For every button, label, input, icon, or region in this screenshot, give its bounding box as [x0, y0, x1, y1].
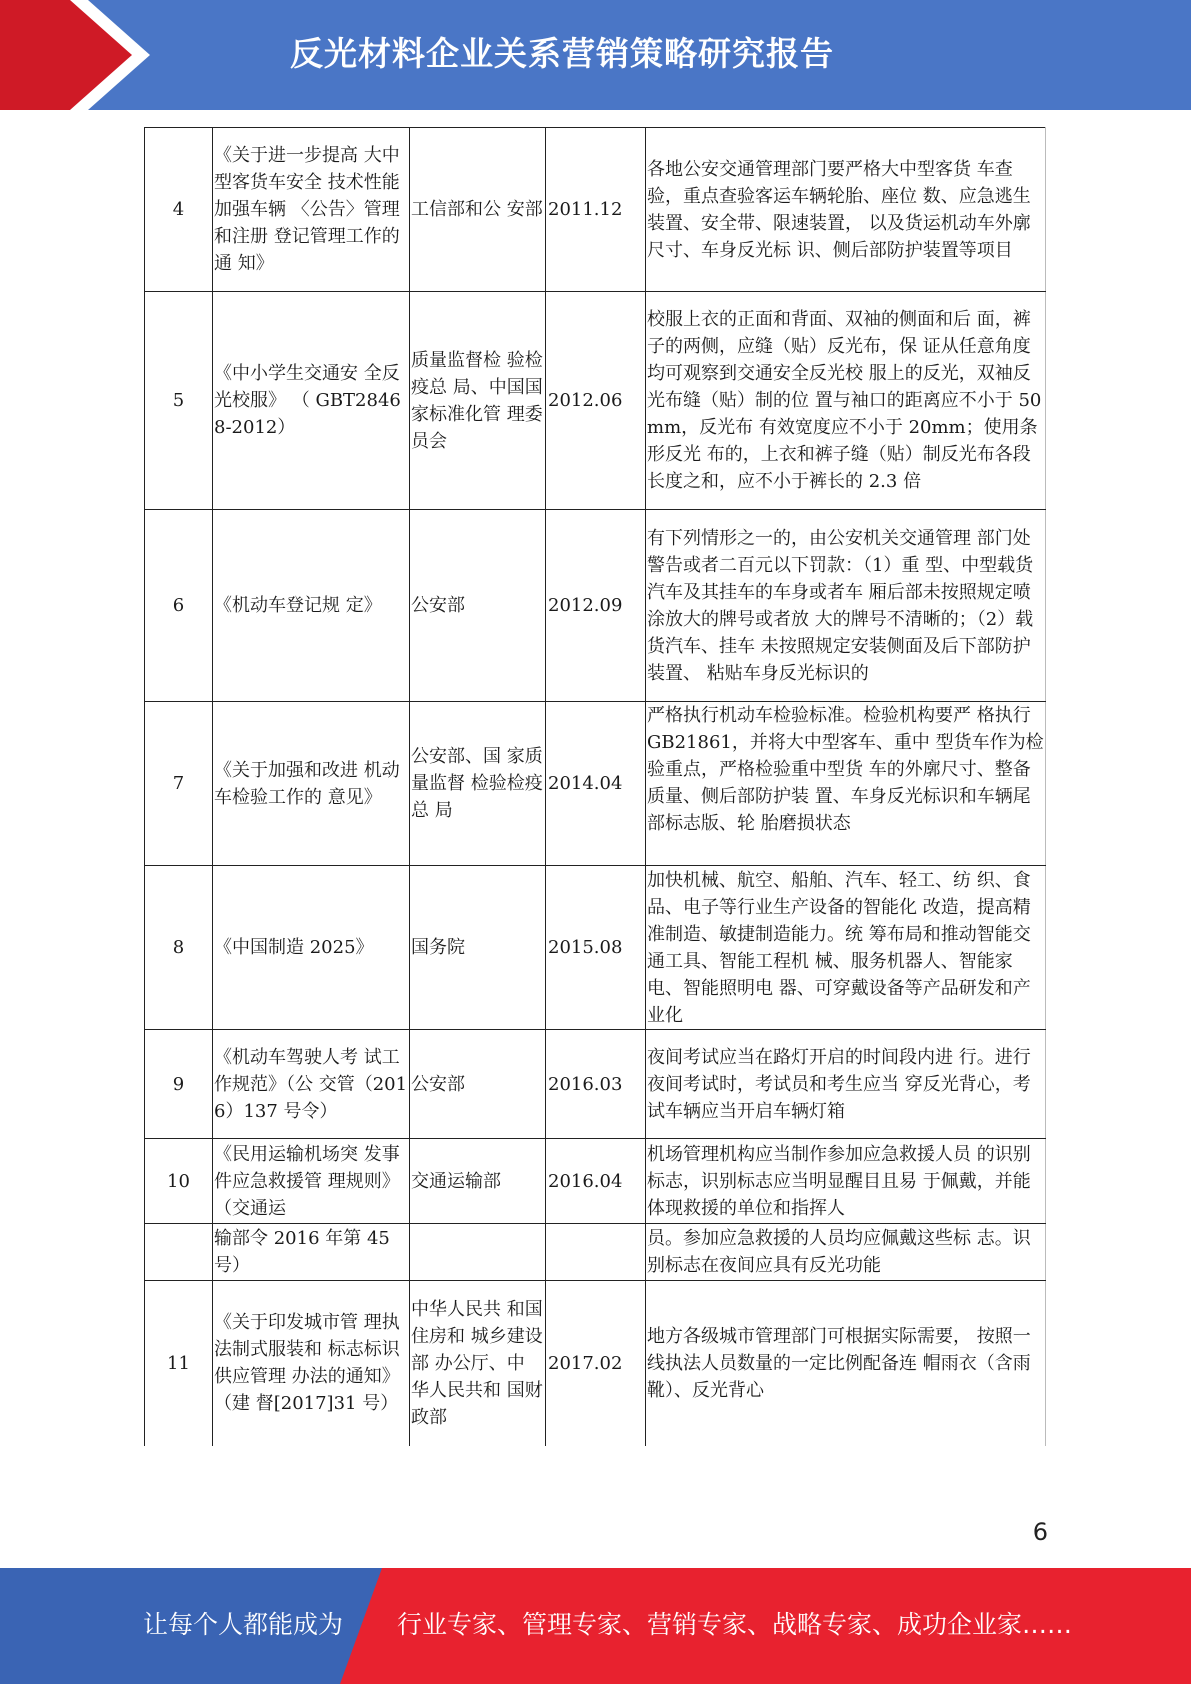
policy-content: 严格执行机动车检验标准。检验机构要严 格执行 GB21861，并将大中型客车、重中 型货车作为检验重点，严格检验重中型货 车的外廓尺寸、整备质量、侧后部防护装 置、车身反光标识和车辆尾部标志版、轮 胎磨损状态: [646, 702, 1046, 866]
policy-name: 《民用运输机场突 发事件应急救援管 理规则》（交通运: [213, 1139, 410, 1224]
policy-content: 夜间考试应当在路灯开启的时间段内进 行。进行夜间考试时，考试员和考生应当 穿反光背心，考试车辆应当开启车辆灯箱: [646, 1030, 1046, 1139]
issue-date: 2016.03: [546, 1030, 646, 1139]
issue-date: 2012.06: [546, 292, 646, 510]
issue-date: 2017.02: [546, 1281, 646, 1446]
issue-date: [546, 1224, 646, 1281]
issuing-department: 公安部: [410, 510, 546, 702]
issuing-department: 中华人民共 和国住房和 城乡建设部 办公厅、中 华人民共和 国财政部: [410, 1281, 546, 1446]
table-row: [145, 1030, 1046, 1139]
issuing-department: 质量监督检 验检疫总 局、中国国 家标准化管 理委员会: [410, 292, 546, 510]
policy-name: 《中小学生交通安 全反光校服》 （ GBT28468-2012）: [213, 292, 410, 510]
policy-content: 有下列情形之一的，由公安机关交通管理 部门处警告或者二百元以下罚款：（1）重 型、中型载货汽车及其挂车的车身或者车 厢后部未按照规定喷涂放大的牌号或者放 大的牌号不清晰的；（2）载货汽车、挂车 未按照规定安装侧面及后下部防护装置、 粘贴车身反光标识的: [646, 510, 1046, 702]
issue-date: 2011.12: [546, 128, 646, 292]
table-row: [145, 866, 1046, 1030]
row-number: 8: [145, 866, 213, 1030]
policy-content: 校服上衣的正面和背面、双袖的侧面和后 面，裤子的两侧，应缝（贴）反光布，保 证从任意角度均可观察到交通安全反光校 服上的反光，双袖反光布缝（贴）制的位 置与袖口的距离应不小于 50mm，反光布 有效宽度应不小于 20mm；使用条形反光 布的，上衣和裤子缝（贴）制反光布各段 长度之和，应不小于裤长的 2.3 倍: [646, 292, 1046, 510]
policy-table: [144, 127, 1046, 1446]
row-number: 10: [145, 1139, 213, 1224]
policy-content: 加快机械、航空、船舶、汽车、轻工、纺 织、食品、电子等行业生产设备的智能化 改造，提高精准制造、敏捷制造能力。统 筹布局和推动智能交通工具、智能工程机 械、服务机器人、智能家电、智能照明电 器、可穿戴设备等产品研发和产业化: [646, 866, 1046, 1030]
table-row: [145, 292, 1046, 510]
policy-name: 《关于印发城市管 理执法制式服装和 标志标识供应管理 办法的通知》（建 督[2017]31 号）: [213, 1281, 410, 1446]
issuing-department: 交通运输部: [410, 1139, 546, 1224]
issuing-department: [410, 1224, 546, 1281]
issue-date: 2016.04: [546, 1139, 646, 1224]
table-row: [145, 1139, 1046, 1224]
footer-slogan-right: 行业专家、管理专家、营销专家、战略专家、成功企业家……: [397, 1610, 1073, 1639]
table-row: [145, 510, 1046, 702]
policy-name: 《机动车驾驶人考 试工作规范》（公 交管（2016）137 号令）: [213, 1030, 410, 1139]
policy-content: 机场管理机构应当制作参加应急救援人员 的识别标志，识别标志应当明显醒目且易 于佩戴，并能体现救援的单位和指挥人: [646, 1139, 1046, 1224]
table-row: [145, 1281, 1046, 1446]
row-number: 7: [145, 702, 213, 866]
row-number: 9: [145, 1030, 213, 1139]
issuing-department: 公安部、国 家质量监督 检验检疫总 局: [410, 702, 546, 866]
issue-date: 2012.09: [546, 510, 646, 702]
page-footer: [0, 1568, 1191, 1684]
row-number: [145, 1224, 213, 1281]
table-row: [145, 1224, 1046, 1281]
issue-date: 2014.04: [546, 702, 646, 866]
table-row: [145, 702, 1046, 866]
row-number: 4: [145, 128, 213, 292]
issuing-department: 工信部和公 安部: [410, 128, 546, 292]
report-title: 反光材料企业关系营销策略研究报告: [290, 34, 834, 73]
policy-name: 输部令 2016 年第 45 号）: [213, 1224, 410, 1281]
policy-name: 《机动车登记规 定》: [213, 510, 410, 702]
issuing-department: 国务院: [410, 866, 546, 1030]
policy-name: 《中国制造 2025》: [213, 866, 410, 1030]
row-number: 6: [145, 510, 213, 702]
table-row: [145, 128, 1046, 292]
policy-name: 《关于进一步提高 大中型客货车安全 技术性能加强车辆 〈公告〉管理和注册 登记管理工作的通 知》: [213, 128, 410, 292]
row-number: 11: [145, 1281, 213, 1446]
page-header: [0, 0, 1191, 110]
page-number: 6: [1032, 1518, 1048, 1546]
policy-content: 地方各级城市管理部门可根据实际需要， 按照一线执法人员数量的一定比例配备连 帽雨衣（含雨靴）、反光背心: [646, 1281, 1046, 1446]
issuing-department: 公安部: [410, 1030, 546, 1139]
row-number: 5: [145, 292, 213, 510]
policy-content: 各地公安交通管理部门要严格大中型客货 车查验，重点查验客运车辆轮胎、座位 数、应急逃生装置、安全带、限速装置， 以及货运机动车外廓尺寸、车身反光标 识、侧后部防护装置等项目: [646, 128, 1046, 292]
issue-date: 2015.08: [546, 866, 646, 1030]
policy-name: 《关于加强和改进 机动车检验工作的 意见》: [213, 702, 410, 866]
footer-slogan-left: 让每个人都能成为: [143, 1610, 344, 1639]
policy-content: 员。参加应急救援的人员均应佩戴这些标 志。识别标志在夜间应具有反光功能: [646, 1224, 1046, 1281]
